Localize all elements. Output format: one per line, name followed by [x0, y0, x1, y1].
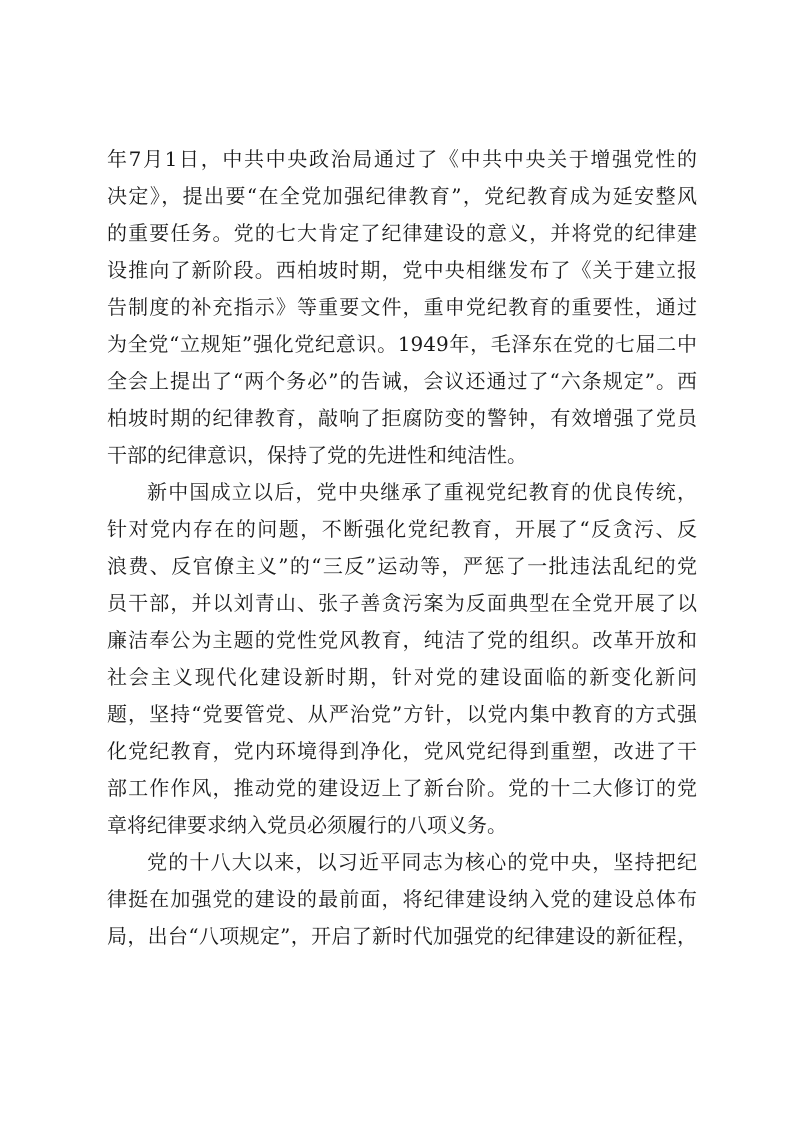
text-line: 针对党内存在的问题，不断强化党纪教育，开展了“反贪污、反 [107, 517, 697, 541]
paragraph-3 [107, 844, 697, 955]
paragraph-2 [107, 474, 697, 844]
text-line: 全会上提出了“两个务必”的告诫，会议还通过了“六条规定”。西 [107, 369, 697, 393]
text-line: 柏坡时期的纪律教育，敲响了拒腐防变的警钟，有效增强了党员 [107, 406, 697, 430]
text-line: 浪费、反官僚主义”的“三反”运动等，严惩了一批违法乱纪的党 [107, 554, 697, 578]
text-line: 党的十八大以来，以习近平同志为核心的党中央，坚持把纪 [147, 850, 697, 874]
text-line: 设推向了新阶段。西柏坡时期，党中央相继发布了《关于建立报 [107, 258, 697, 282]
text-line: 的重要任务。党的七大肯定了纪律建设的意义，并将党的纪律建 [107, 221, 697, 245]
text-line: 告制度的补充指示》等重要文件，重申党纪教育的重要性，通过 [107, 295, 697, 319]
document-body [107, 141, 697, 955]
text-line: 干部的纪律意识，保持了党的先进性和纯洁性。 [107, 443, 527, 467]
text-line: 律挺在加强党的建设的最前面，将纪律建设纳入党的建设总体布 [107, 887, 697, 911]
text-line: 章将纪律要求纳入党员必须履行的八项义务。 [107, 813, 507, 837]
text-line: 题，坚持“党要管党、从严治党”方针，以党内集中教育的方式强 [107, 702, 697, 726]
text-line: 年7月1日，中共中央政治局通过了《中共中央关于增强党性的 [107, 147, 697, 171]
text-line: 社会主义现代化建设新时期，针对党的建设面临的新变化新问 [107, 665, 697, 689]
text-line: 部工作作风，推动党的建设迈上了新台阶。党的十二大修订的党 [107, 776, 697, 800]
text-line: 决定》，提出要“在全党加强纪律教育”，党纪教育成为延安整风 [107, 184, 697, 208]
text-line: 化党纪教育，党内环境得到净化，党风党纪得到重塑，改进了干 [107, 739, 697, 763]
text-line: 新中国成立以后，党中央继承了重视党纪教育的优良传统， [147, 480, 697, 504]
text-line: 局，出台“八项规定”，开启了新时代加强党的纪律建设的新征程， [107, 924, 697, 948]
text-line: 员干部，并以刘青山、张子善贪污案为反面典型在全党开展了以 [107, 591, 697, 615]
paragraph-1 [107, 141, 697, 474]
text-line: 廉洁奉公为主题的党性党风教育，纯洁了党的组织。改革开放和 [107, 628, 697, 652]
text-line: 为全党“立规矩”强化党纪意识。1949年，毛泽东在党的七届二中 [107, 332, 697, 356]
